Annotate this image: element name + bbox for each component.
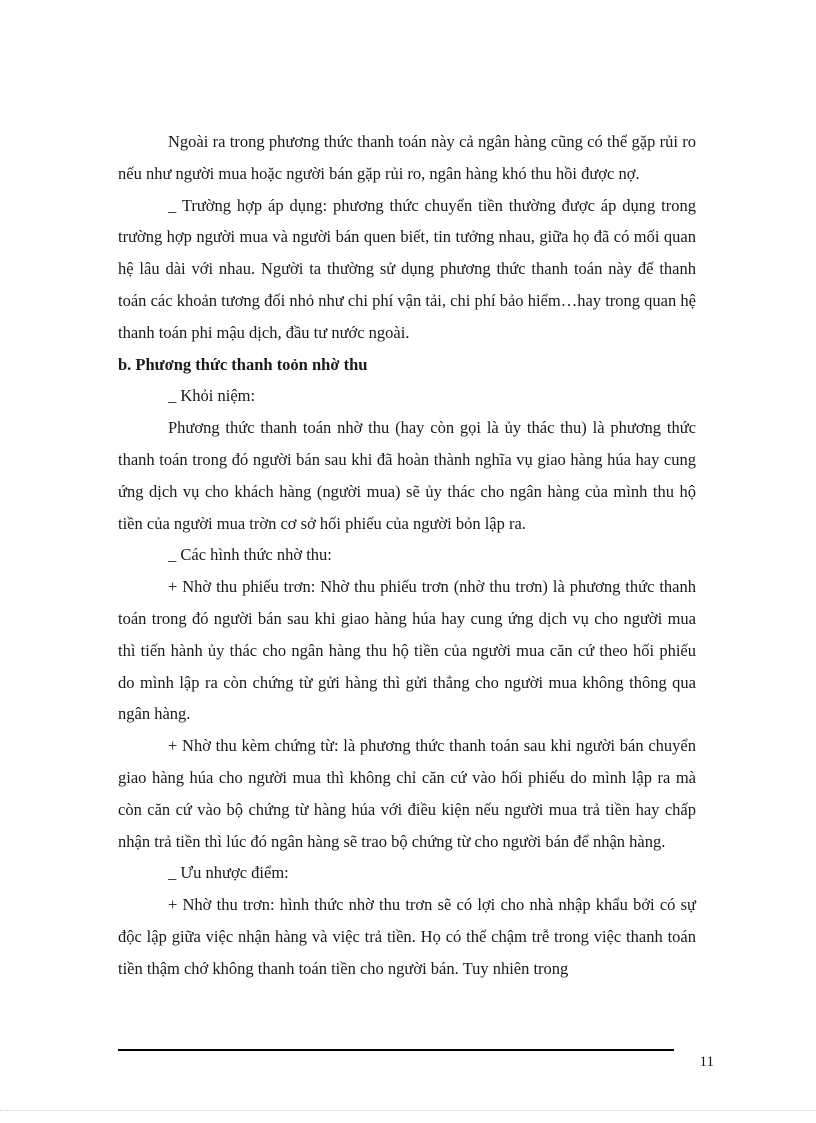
paragraph-clean-collection-pros: + Nhờ thu trơn: hình thức nhờ thu trơn sẽ có lợi cho nhà nhập khẩu bởi có sự độc lập giữa việc nhận hàng và việc trả tiền. Họ có thể chậm trễ trong việc thanh toán tiền thậm chớ không thanh toán tiền cho người bán. Tuy nhiên trong	[118, 895, 696, 978]
paragraph-clean-collection: + Nhờ thu phiếu trơn: Nhờ thu phiếu trơn (nhờ thu trơn) là phương thức thanh toán trong đó người bán sau khi giao hàng húa hay cung ứng dịch vụ cho người mua thì tiến hành ủy thác cho ngân hàng thu hộ tiền của người mua căn cứ theo hối phiếu do mình lập ra còn chứng từ gửi hàng thì gửi thẳng cho người mua không thông qua ngân hàng.	[118, 577, 696, 724]
subheading-collection-forms: _ Các hình thức nhờ thu:	[168, 545, 332, 565]
paragraph-bank-risk: Ngoài ra trong phương thức thanh toán này cả ngân hàng cũng có thể gặp rủi ro nếu như người mua hoặc người bán gặp rủi ro, ngân hàng khó thu hồi được nợ.	[118, 132, 696, 183]
page-bottom-edge	[0, 1110, 816, 1111]
paragraph-documentary-collection: + Nhờ thu kèm chứng từ: là phương thức thanh toán sau khi người bán chuyển giao hàng húa cho người mua thì không chỉ căn cứ vào hối phiếu do mình lập ra mà còn căn cứ vào bộ chứng từ hàng húa với điều kiện nếu người mua trả tiền hay chấp nhận trả tiền thì lúc đó ngân hàng sẽ trao bộ chứng từ cho người bán để nhận hàng.	[118, 736, 696, 851]
page-number: 11	[699, 1054, 714, 1070]
page-body	[118, 126, 696, 985]
footer-divider	[118, 1049, 674, 1051]
subheading-pros-cons: _ Ưu nhược điểm:	[168, 863, 289, 883]
subheading-concept: _ Khỏi niệm:	[168, 386, 256, 406]
paragraph-collection-definition: Phương thức thanh toán nhờ thu (hay còn gọi là ủy thác thu) là phương thức thanh toán trong đó người bán sau khi đã hoàn thành nghĩa vụ giao hàng húa hay cung ứng dịch vụ cho khách hàng (người mua) sẽ ủy thác cho ngân hàng của mình thu hộ tiền của người mua trờn cơ sở hối phiếu của người bỏn lập ra.	[118, 418, 696, 533]
paragraph-application-cases: _ Trường hợp áp dụng: phương thức chuyển tiền thường được áp dụng trong trường hợp người mua và người bán quen biết, tin tưởng nhau, giữa họ đã có mối quan hệ lâu dài với nhau. Người ta thường sử dụng phương thức thanh toán này để thanh toán các khoản tương đối nhỏ như chi phí vận tải, chi phí bảo hiểm…hay trong quan hệ thanh toán phi mậu dịch, đầu tư nước ngoài.	[118, 195, 696, 342]
section-heading-collection: b. Phương thức thanh toỏn nhờ thu	[118, 354, 368, 374]
